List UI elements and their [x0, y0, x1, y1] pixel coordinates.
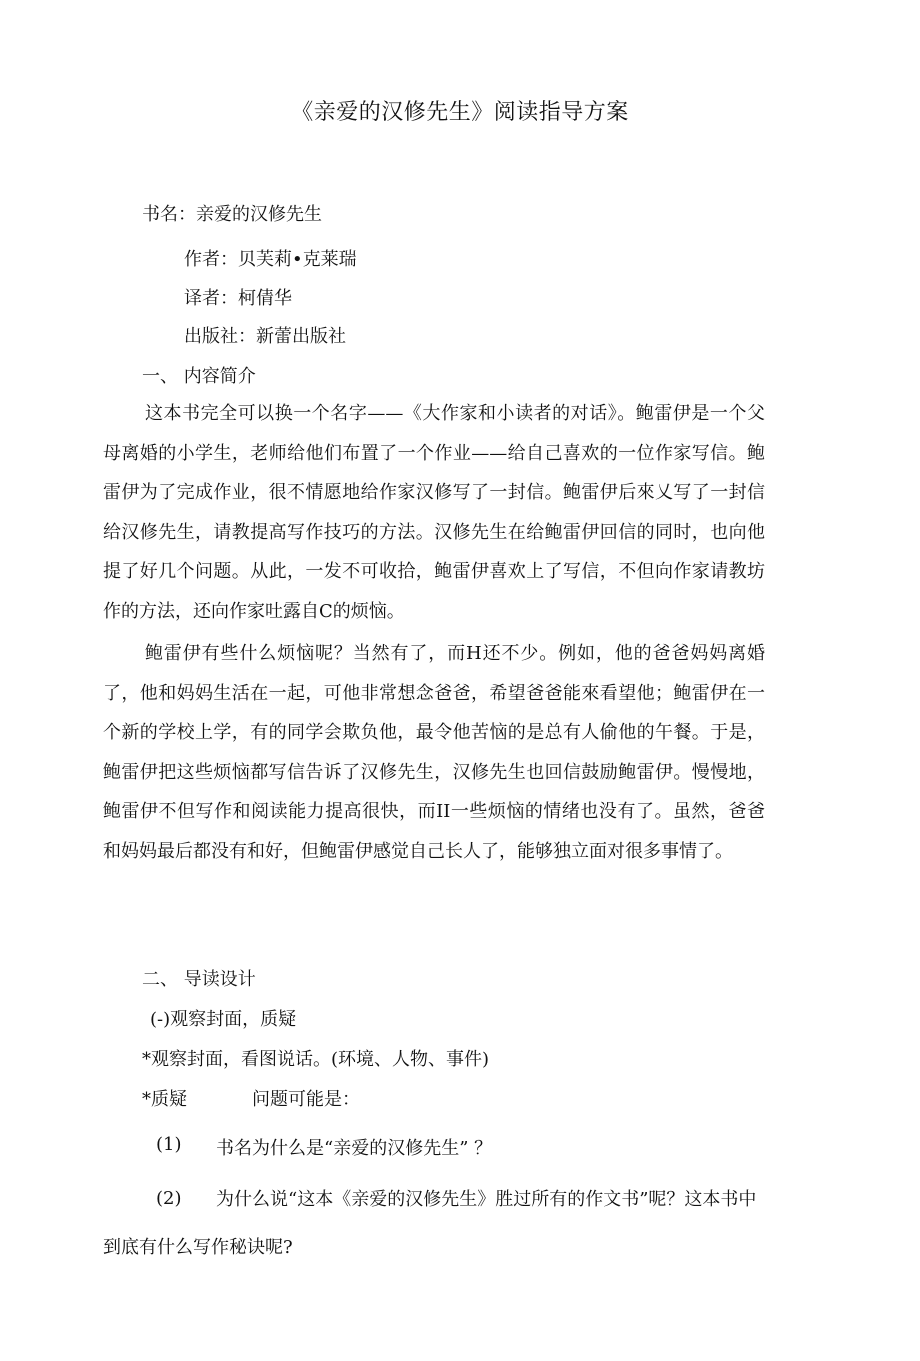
- question-1-number: (1): [156, 1134, 182, 1155]
- bullet-observe-cover: *观察封面，看图说话。(环境、人物、事件): [142, 1049, 490, 1070]
- question-2-text: 为什么说“这本《亲爱的汉修先生》胜过所有的作文书”呢？这本书中到底有什么写作秘诀呢?: [103, 1189, 757, 1258]
- document-title: 《亲爱的汉修先生》阅读指导方案: [291, 100, 629, 125]
- bullet-question-text: 问题可能是：: [252, 1089, 360, 1110]
- book-name-line: 书名：亲爱的汉修先生: [142, 204, 322, 225]
- translator-line: 译者：柯倩华: [184, 288, 292, 309]
- publisher-line: 出版社：新蕾出版社: [184, 326, 346, 347]
- question-2-number: (2): [156, 1188, 182, 1209]
- question-1-text: 书名为什么是“亲爱的汉修先生” ？: [216, 1138, 493, 1159]
- section-heading-guide: 二、 导读设计: [142, 969, 256, 990]
- summary-paragraph-1: 这本书完全可以换一个名字——《大作家和小读者的对话》。鲍雷伊是一个父母离婚的小学生，老师给他们布置了一个作业——给自己喜欢的一位作家写信。鲍雷伊为了完成作业，很不情愿地给作家汉修写了一封信。鲍雷伊后來乂写了一封信给汉修先生，请教提高写作技巧的方法。汉修先生在给鲍雷伊回信的同时，也向他提了好几个问题。从此，一发不可收拾，鲍雷伊喜欢上了写信，不但向作家请教坊作的方法，还向作家吐露自C的烦恼。: [103, 403, 765, 622]
- bullet-question-label: *质疑: [142, 1089, 187, 1110]
- section-heading-summary: 一、 内容简介: [142, 366, 256, 387]
- summary-paragraph-2: 鲍雷伊有些什么烦恼呢？当然有了，而H还不少。例如，他的爸爸妈妈离婚了，他和妈妈生活在一起，可他非常想念爸爸，希望爸爸能來看望他；鲍雷伊在一个新的学校上学，有的同学会欺负他，最令他苦恼的是总有人偷他的午餐。于是，鲍雷伊把这些烦恼都写信告诉了汉修先生，汉修先生也回信鼓励鲍雷伊。慢慢地，鲍雷伊不但写作和阅读能力提高很快，而II一些烦恼的情绪也没有了。虽然，爸爸和妈妈最后都没有和好，但鲍雷伊感觉自己长人了，能够独立面对很多事情了。: [103, 643, 765, 862]
- subsection-cover-question: (-)观察封面，质疑: [150, 1009, 297, 1030]
- author-line: 作者：贝芙莉•克莱瑞: [184, 249, 357, 270]
